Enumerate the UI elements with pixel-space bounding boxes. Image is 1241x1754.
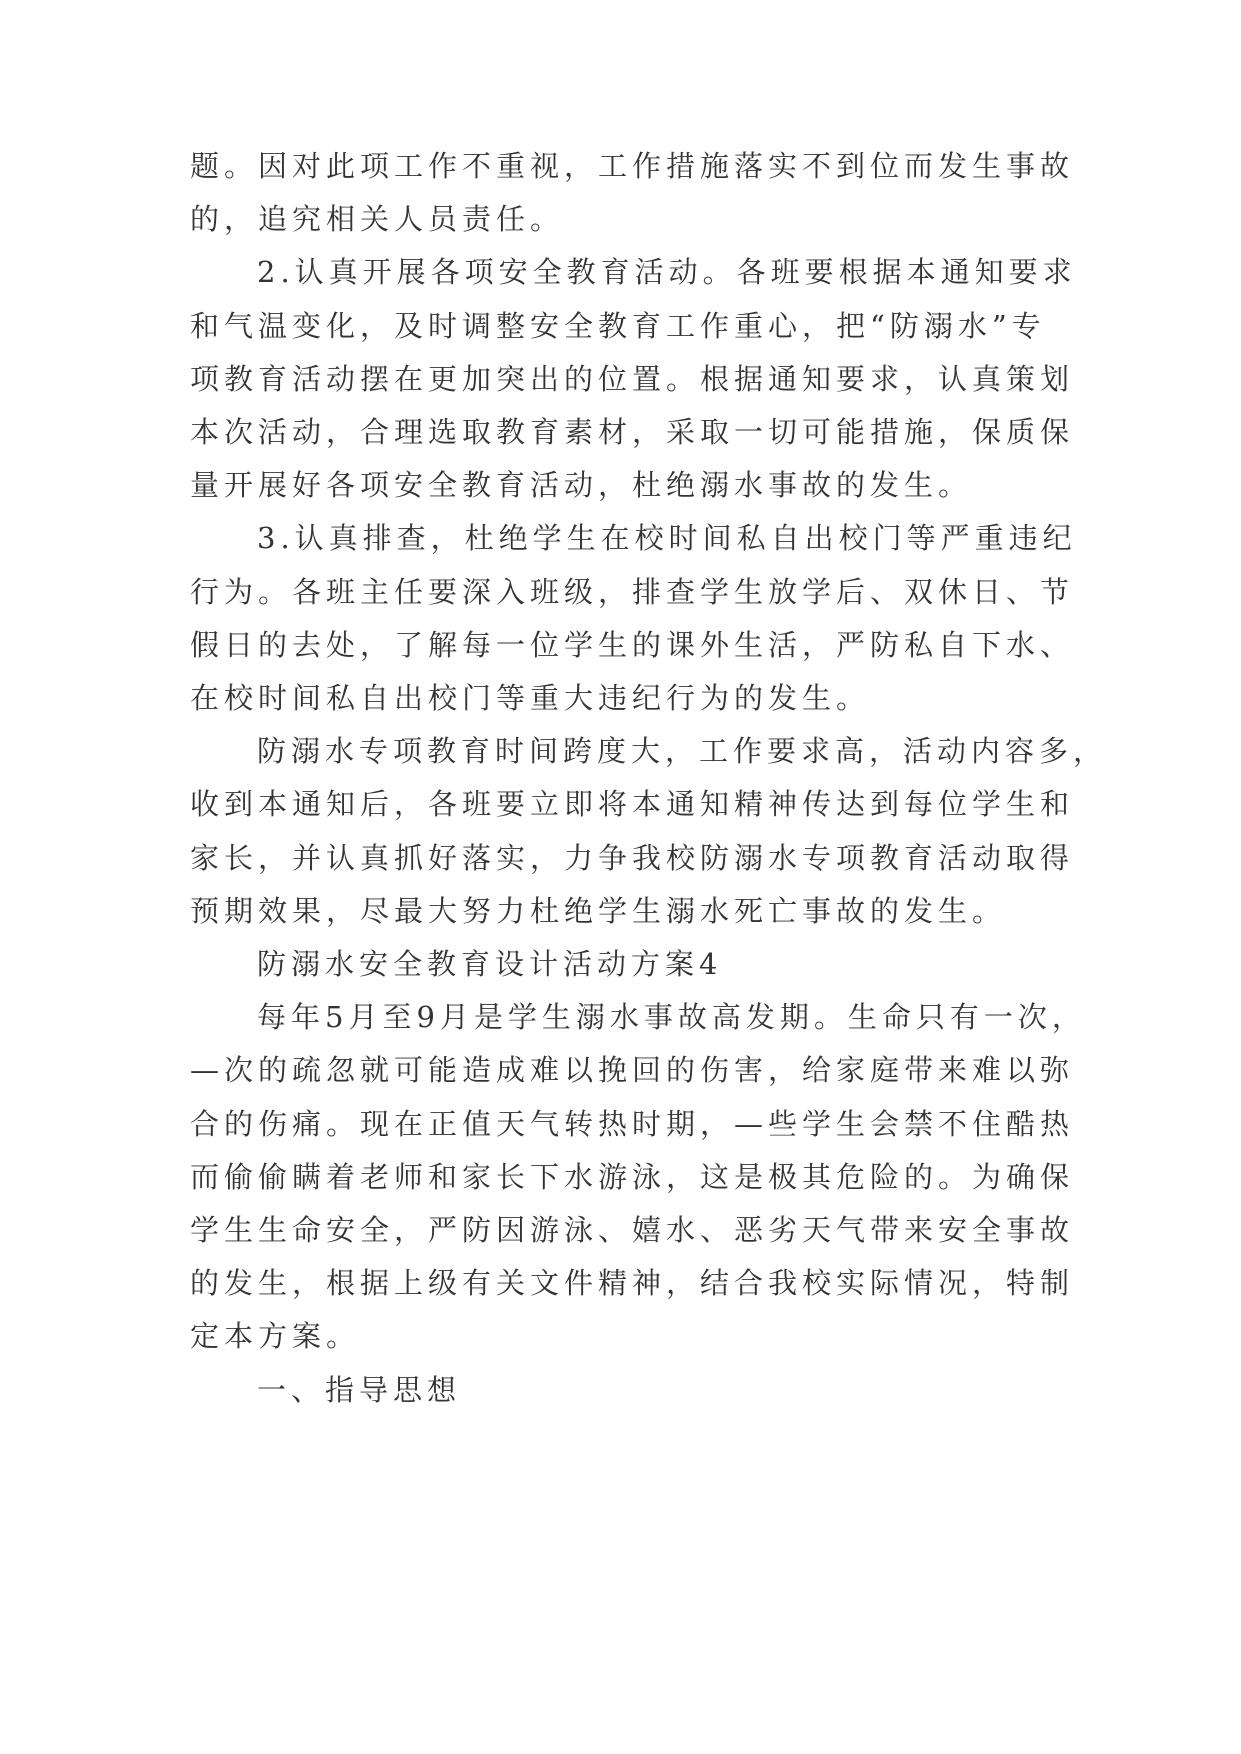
text-line: —次的疏忽就可能造成难以挽回的伤害，给家庭带来难以弥 bbox=[190, 1053, 1075, 1087]
text-line: 项教育活动摆在更加突出的位置。根据通知要求，认真策划 bbox=[190, 362, 1075, 396]
text-line: 题。因对此项工作不重视，工作措施落实不到位而发生事故 bbox=[190, 149, 1075, 183]
text-line: 和气温变化，及时调整安全教育工作重心，把“防溺水”专 bbox=[190, 309, 1046, 343]
text-line: 假日的去处，了解每一位学生的课外生活，严防私自下水、 bbox=[190, 628, 1075, 662]
text-line: 收到本通知后，各班要立即将本通知精神传达到每位学生和 bbox=[190, 787, 1075, 821]
text-line: 预期效果，尽最大努力杜绝学生溺水死亡事故的发生。 bbox=[190, 894, 1007, 928]
text-line: 本次活动，合理选取教育素材，采取一切可能措施，保质保 bbox=[190, 415, 1075, 449]
text-line: 学生生命安全，严防因游泳、嬉水、恶劣天气带来安全事故 bbox=[190, 1213, 1075, 1247]
section-title: 防溺水安全教育设计活动方案4 bbox=[257, 947, 723, 981]
text-line: 而偷偷瞒着老师和家长下水游泳，这是极其危险的。为确保 bbox=[190, 1160, 1075, 1194]
text-line: 每年5月至9月是学生溺水事故高发期。生命只有一次， bbox=[257, 1000, 1086, 1034]
text-line: 防溺水专项教育时间跨度大，工作要求高，活动内容多， bbox=[257, 734, 1108, 768]
text-line: 在校时间私自出校门等重大违纪行为的发生。 bbox=[190, 681, 871, 715]
text-line: 的，追究相关人员责任。 bbox=[190, 202, 565, 236]
section-heading: 一、指导思想 bbox=[257, 1373, 462, 1407]
text-line: 行为。各班主任要深入班级，排查学生放学后、双休日、节 bbox=[190, 575, 1075, 609]
text-line: 量开展好各项安全教育活动，杜绝溺水事故的发生。 bbox=[190, 468, 973, 502]
text-line: 的发生，根据上级有关文件精神，结合我校实际情况，特制 bbox=[190, 1266, 1075, 1300]
text-line: 2.认真开展各项安全教育活动。各班要根据本通知要求 bbox=[257, 255, 1077, 289]
text-line: 家长，并认真抓好落实，力争我校防溺水专项教育活动取得 bbox=[190, 841, 1075, 875]
text-line: 合的伤痛。现在正值天气转热时期，—些学生会禁不住酷热 bbox=[190, 1107, 1075, 1141]
text-line: 3.认真排查，杜绝学生在校时间私自出校门等严重违纪 bbox=[257, 521, 1077, 555]
text-line: 定本方案。 bbox=[190, 1319, 361, 1353]
